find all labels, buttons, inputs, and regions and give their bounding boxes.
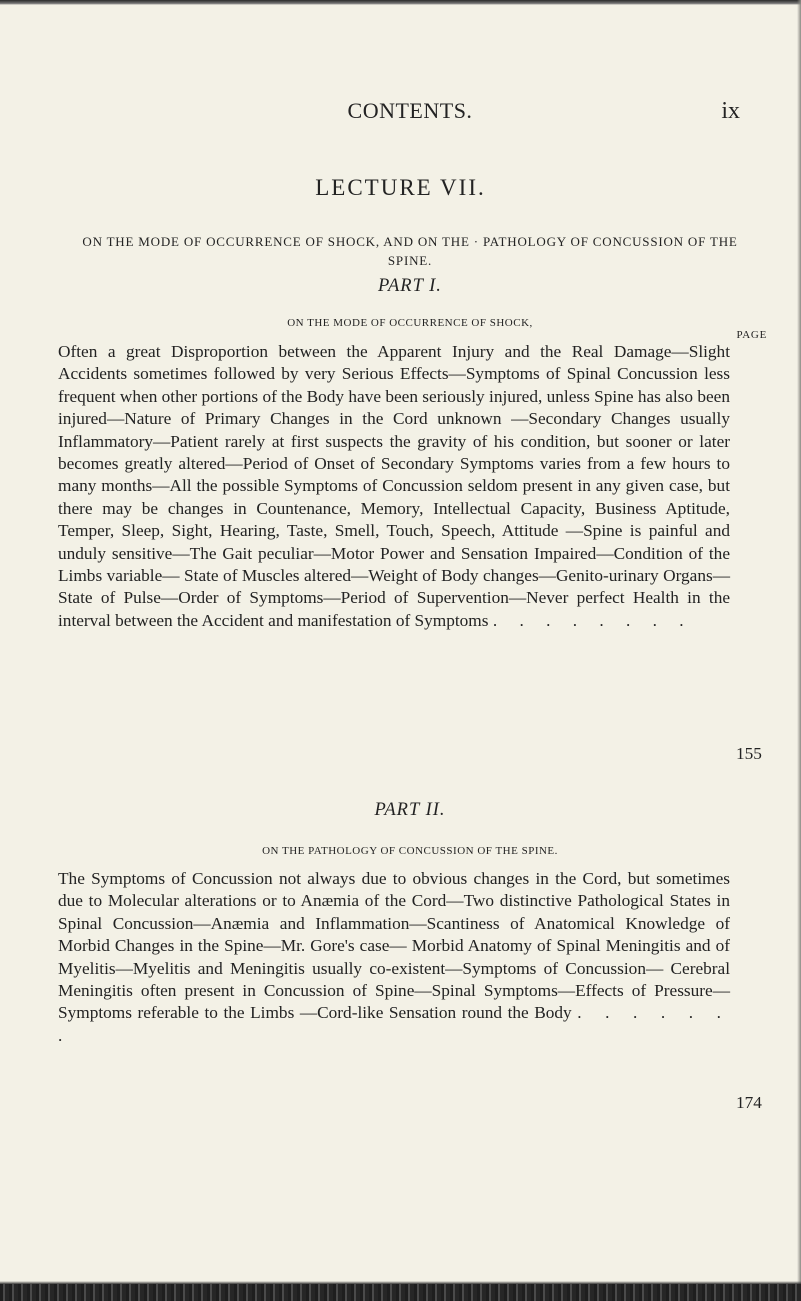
page-top-edge	[0, 0, 801, 5]
page-column-label: PAGE	[736, 329, 767, 341]
part-1-subheading: ON THE MODE OF OCCURRENCE OF SHOCK,	[287, 317, 533, 329]
page-bottom-edge	[0, 1284, 801, 1301]
part-2-leader: . . . . . . .	[58, 1003, 730, 1045]
part-2-entry	[58, 868, 730, 1047]
part-2-page-ref: 174	[736, 1093, 762, 1112]
part-1-entry-text: Often a great Disproportion between the Apparent Injury and the Real Damage—Slight Accidents sometimes followed by very Serious Effects—Symptoms of Spinal Concussion less frequent when other portions of the Body have been seriously injured, unless Spine has also been injured—Nature of Primary Changes in the Cord unknown —Secondary Changes usually Inflammatory—Patient rarely at first suspects the gravity of his condition, but sooner or later becomes greatly altered—Period of Onset of Secondary Symptoms varies from a few hours to many months—All the possible Symptoms of Concussion seldom present in any given case, but there may be changes in Countenance, Memory, Intellectual Capacity, Business Aptitude, Temper, Sleep, Sight, Hearing, Taste, Smell, Touch, Speech, Attitude —Spine is painful and unduly sensitive—The Gait peculiar—Motor Power and Sensation Impaired—Condition of the Limbs variable— State of Muscles altered—Weight of Body changes—Genito-urinary Organs—State of Pulse—Order of Symptoms—Period of Supervention—Never perfect Health in the interval between the Accident and manifestation of Symptoms	[58, 342, 730, 630]
running-title: CONTENTS.	[347, 98, 473, 123]
page-folio: ix	[721, 98, 740, 124]
part-2-subheading: ON THE PATHOLOGY OF CONCUSSION OF THE SPINE.	[262, 845, 558, 857]
part-2-entry-text: The Symptoms of Concussion not always due to obvious changes in the Cord, but sometimes due to Molecular alterations or to Anæmia of the Cord—Two distinctive Pathological States in Spinal Concussion—Anæmia and Inflammation—Scantiness of Anatomical Knowledge of Morbid Changes in the Spine—Mr. Gore's case— Morbid Anatomy of Spinal Meningitis and of Myelitis—Myelitis and Meningitis usually co-existent—Symptoms of Concussion— Cerebral Meningitis often present in Concussion of Spine—Spinal Symptoms—Effects of Pressure—Symptoms referable to the Limbs —Cord-like Sensation round the Body	[58, 869, 730, 1023]
lecture-subtitle: ON THE MODE OF OCCURRENCE OF SHOCK, AND ON THE · PATHOLOGY OF CONCUSSION OF THE SPINE.	[82, 234, 738, 268]
running-head	[60, 98, 760, 130]
lecture-title: LECTURE VII.	[315, 175, 486, 200]
part-1-heading: PART I.	[378, 276, 442, 296]
part-1-leader: . . . . . . . .	[492, 610, 693, 630]
part-1-entry	[58, 341, 730, 632]
part-2-heading: PART II.	[374, 800, 446, 820]
part-1-page-ref: 155	[736, 744, 762, 763]
